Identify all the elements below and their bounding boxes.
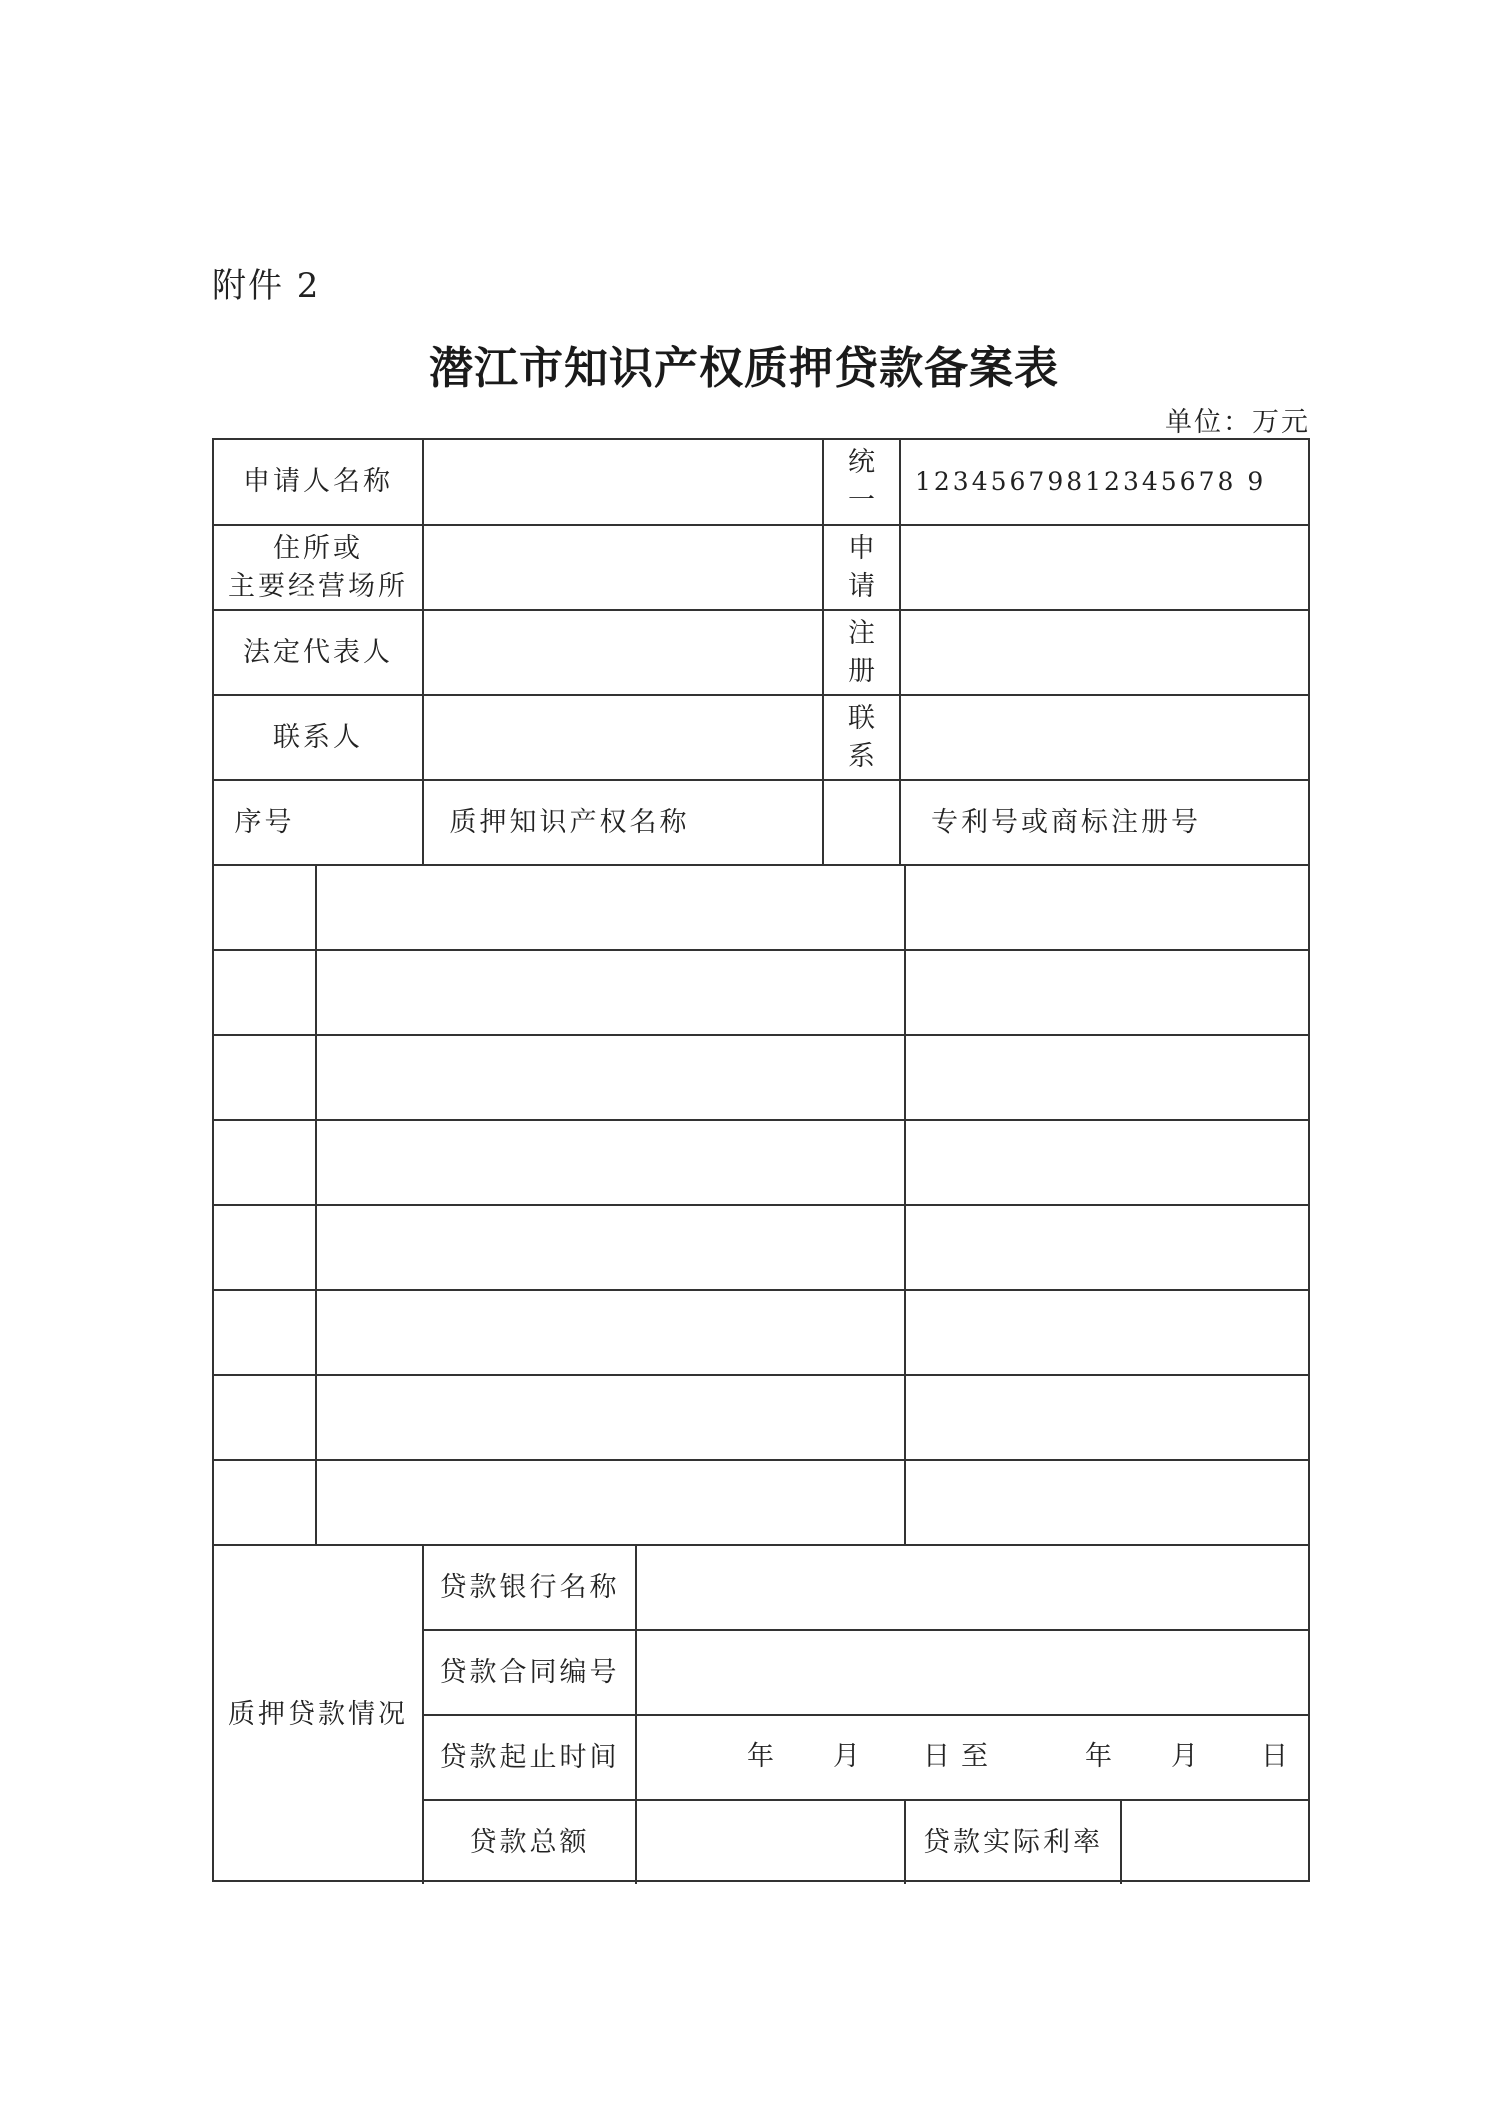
register-side-field[interactable] [901, 611, 1308, 694]
loan-bank-field[interactable] [637, 1546, 1308, 1629]
table-row-ip-name[interactable] [317, 951, 904, 1034]
unit-label: 单位：万元 [1165, 407, 1310, 438]
table-row-ip-name[interactable] [317, 1376, 904, 1459]
address-label-line1: 住所或 [273, 532, 363, 564]
legal-rep-field[interactable] [424, 611, 822, 694]
start-year-word: 年 [747, 1741, 777, 1772]
loan-contract-field[interactable] [637, 1631, 1308, 1714]
to-word: 至 [961, 1741, 991, 1772]
address-field[interactable] [424, 526, 822, 609]
table-row-registration-no[interactable] [906, 1036, 1308, 1119]
apply-side-field[interactable] [901, 526, 1308, 609]
table-row-registration-no[interactable] [906, 866, 1308, 949]
table-row-ip-name[interactable] [317, 1461, 904, 1544]
table-row-registration-no[interactable] [906, 951, 1308, 1034]
loan-amount-field[interactable] [637, 1801, 904, 1884]
table-row-serial[interactable] [214, 1461, 315, 1544]
loan-contract-label: 贷款合同编号 [439, 1656, 620, 1688]
loan-period-label: 贷款起止时间 [439, 1741, 620, 1773]
table-row-ip-name[interactable] [317, 866, 904, 949]
side-label-text: 注册 [848, 617, 875, 687]
loan-bank-label: 贷款银行名称 [439, 1571, 620, 1603]
legal-rep-label: 法定代表人 [243, 636, 393, 668]
table-row-registration-no[interactable] [906, 1376, 1308, 1459]
table-row-serial[interactable] [214, 951, 315, 1034]
credit-code-side-label [824, 440, 899, 524]
filing-form-table [212, 438, 1310, 1882]
table-row-serial[interactable] [214, 1036, 315, 1119]
start-day-word: 日 [923, 1741, 953, 1772]
table-row-ip-name[interactable] [317, 1291, 904, 1374]
loan-rate-label: 贷款实际利率 [923, 1826, 1103, 1858]
table-row-registration-no[interactable] [906, 1206, 1308, 1289]
table-row-serial[interactable] [214, 1121, 315, 1204]
table-row-serial[interactable] [214, 866, 315, 949]
contact-field[interactable] [424, 696, 822, 779]
loan-section-label: 质押贷款情况 [228, 1699, 408, 1730]
end-day-word: 日 [1261, 1741, 1291, 1772]
apply-side-label [824, 526, 899, 609]
form-title: 潜江市知识产权质押贷款备案表 [429, 343, 1059, 394]
loan-period-field[interactable] [637, 1716, 1308, 1799]
loan-amount-label: 贷款总额 [469, 1826, 590, 1858]
side-label-text: 申请 [848, 532, 875, 602]
applicant-name-field[interactable] [424, 440, 822, 524]
table-row-ip-name[interactable] [317, 1206, 904, 1289]
contact-side-label [824, 696, 899, 779]
side-label-text: 统一 [848, 447, 875, 516]
register-side-label [824, 611, 899, 694]
contact-label: 联系人 [273, 721, 363, 753]
column-header-ip-name: 质押知识产权名称 [449, 806, 690, 838]
attachment-label: 附件 2 [212, 266, 321, 306]
table-row-registration-no[interactable] [906, 1121, 1308, 1204]
address-label [214, 526, 422, 609]
table-row-serial[interactable] [214, 1291, 315, 1374]
end-month-word: 月 [1171, 1741, 1201, 1772]
start-month-word: 月 [833, 1741, 863, 1772]
table-row-registration-no[interactable] [906, 1291, 1308, 1374]
contact-side-field[interactable] [901, 696, 1308, 779]
loan-rate-field[interactable] [1122, 1801, 1308, 1884]
table-row-serial[interactable] [214, 1376, 315, 1459]
table-row-serial[interactable] [214, 1206, 315, 1289]
column-header-serial: 序号 [234, 806, 295, 838]
table-row-ip-name[interactable] [317, 1121, 904, 1204]
table-row-ip-name[interactable] [317, 1036, 904, 1119]
address-label-line2: 主要经营场所 [228, 570, 408, 602]
side-label-text: 联系 [848, 702, 875, 772]
column-header-registration-no: 专利号或商标注册号 [931, 806, 1201, 838]
applicant-name-label: 申请人名称 [243, 466, 393, 497]
table-row-registration-no[interactable] [906, 1461, 1308, 1544]
credit-code-field[interactable]: 12345679812345678 9 [915, 467, 1267, 496]
end-year-word: 年 [1085, 1741, 1115, 1772]
